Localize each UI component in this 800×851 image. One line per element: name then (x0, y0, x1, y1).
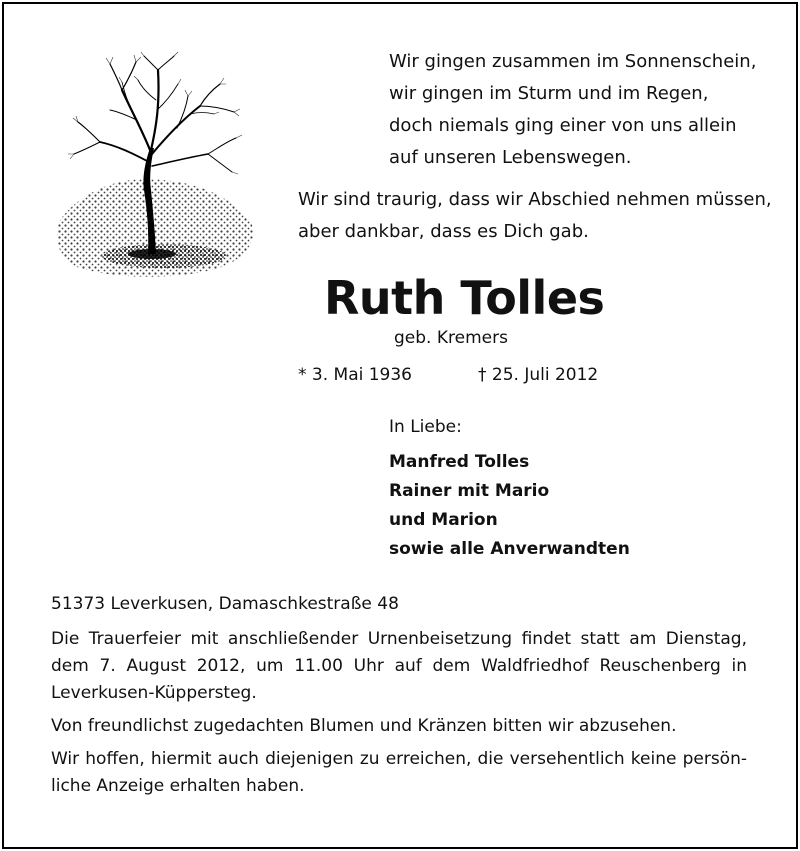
flowers-note: Von freundlichst zugedachten Blumen und Kränzen bitten wir abzusehen. (51, 716, 677, 736)
sorrow-line: aber dankbar, dass es Dich gab. (298, 221, 589, 242)
sorrow-statement (298, 184, 772, 248)
notice-note: Wir hoffen, hiermit auch diejenigen zu erreichen, die versehentlich keine persönliche Anzeige erhalten haben. (51, 749, 747, 796)
mourner-name: Rainer mit Mario (389, 481, 550, 501)
other-relatives: sowie alle Anverwandten (389, 539, 630, 559)
birth-date: * 3. Mai 1936 (298, 365, 413, 385)
mourner-name: und Marion (389, 510, 498, 530)
poem-line: doch niemals ging einer von uns allein (389, 115, 737, 136)
tree-icon (52, 50, 260, 284)
sorrow-line: Wir sind traurig, dass wir Abschied nehmen müssen, (298, 189, 772, 210)
poem-line: Wir gingen zusammen im Sonnenschein, (389, 51, 757, 72)
deceased-name: Ruth Tolles (324, 271, 605, 325)
birth-name: geb. Kremers (394, 328, 508, 348)
poem-line: auf unseren Lebenswegen. (389, 147, 632, 168)
poem-line: wir gingen im Sturm und im Regen, (389, 83, 709, 104)
funeral-info: Die Trauerfeier mit anschließender Urnenbeisetzung findet statt am Dienstag, dem 7. August 2012, um 11.00 Uhr auf dem Waldfriedhof Reuschenberg in Leverkusen-Küppersteg. (51, 629, 747, 703)
funeral-details (51, 591, 747, 806)
address: 51373 Leverkusen, Damaschkestraße 48 (51, 594, 399, 614)
mourners-list (389, 448, 549, 535)
mourners-intro: In Liebe: (389, 417, 462, 437)
death-date: † 25. Juli 2012 (478, 365, 599, 385)
mourner-name: Manfred Tolles (389, 452, 530, 472)
poem-verse (389, 46, 756, 174)
